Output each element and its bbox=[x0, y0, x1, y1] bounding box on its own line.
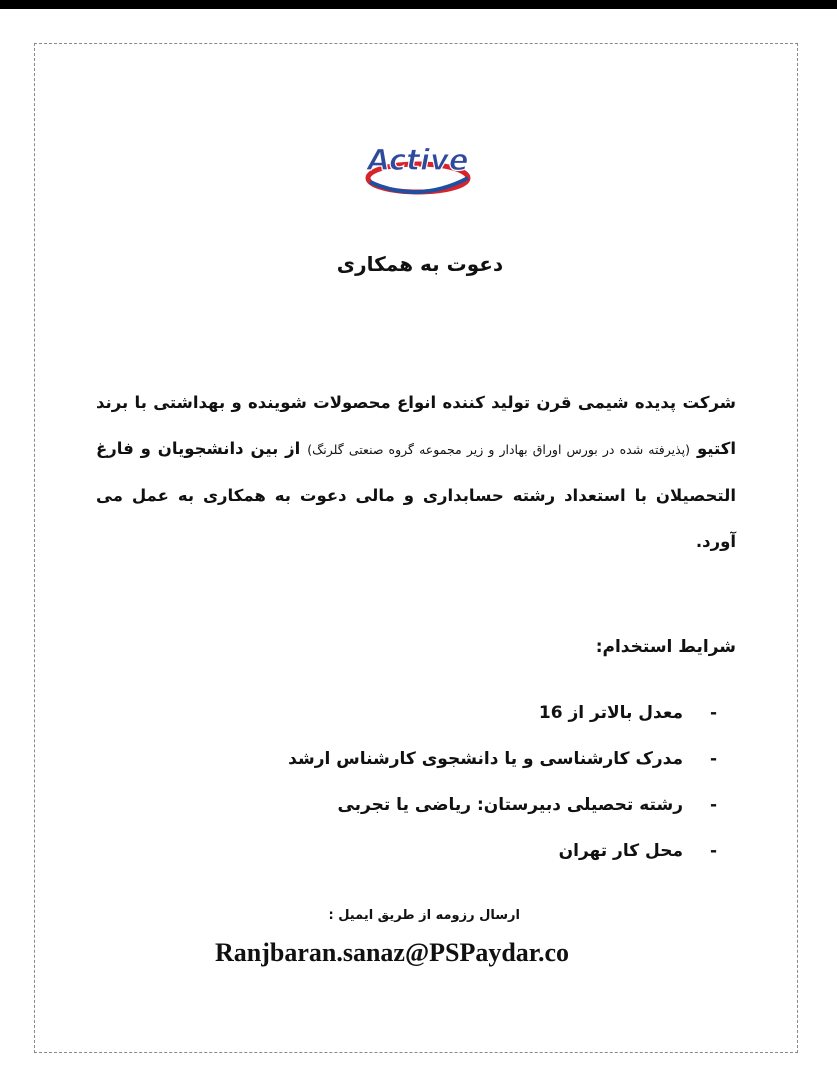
bullet-dash: - bbox=[709, 749, 717, 769]
condition-text: محل کار تهران bbox=[558, 841, 683, 861]
contact-email[interactable]: Ranjbaran.sanaz@PSPaydar.co bbox=[214, 938, 570, 967]
condition-item bbox=[197, 828, 717, 874]
conditions-list bbox=[197, 690, 717, 874]
condition-item bbox=[197, 690, 717, 736]
intro-paragraph bbox=[96, 380, 736, 565]
condition-text: معدل بالاتر از 16 bbox=[538, 703, 683, 723]
logo-text: Active bbox=[367, 143, 469, 177]
intro-part-1: شرکت پدیده شیمی قرن تولید کننده انواع محصولات شوینده و بهداشتی با برند اکتیو bbox=[96, 393, 737, 458]
active-logo bbox=[360, 128, 476, 200]
conditions-title: شرایط استخدام: bbox=[595, 637, 736, 657]
condition-text: مدرک کارشناسی و یا دانشجوی کارشناس ارشد bbox=[288, 749, 683, 769]
intro-part-2: از بین دانشجویان و فارغ التحصیلان با استعداد رشته حسابداری و مالی دعوت به همکاری به عمل می آورد. bbox=[96, 439, 736, 551]
bullet-dash: - bbox=[709, 795, 717, 815]
active-logo-graphic bbox=[360, 128, 476, 200]
bullet-dash: - bbox=[709, 841, 717, 861]
condition-item bbox=[197, 782, 717, 828]
condition-item bbox=[197, 736, 717, 782]
resume-label: ارسال رزومه از طریق ایمیل : bbox=[328, 908, 520, 923]
bullet-dash: - bbox=[709, 703, 717, 723]
page-heading: دعوت به همکاری bbox=[336, 252, 504, 276]
condition-text: رشته تحصیلی دبیرستان: ریاضی یا تجربی bbox=[337, 795, 683, 815]
top-bar bbox=[0, 0, 837, 9]
intro-note: (پذیرفته شده در بورس اوراق بهادار و زیر مجموعه گروه صنعتی گلرنگ) bbox=[307, 442, 691, 457]
